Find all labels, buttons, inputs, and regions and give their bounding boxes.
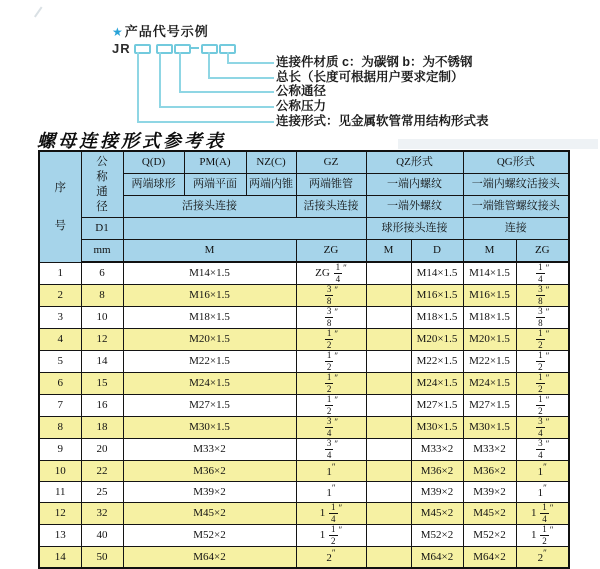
cell-qz-d: M39×2 [411, 482, 463, 503]
cell-qg-zg: $\frac{3}{8}$ ″ [516, 285, 569, 307]
cell-qg-m: M16×1.5 [463, 285, 516, 307]
cell-gz-zg: $\frac{1}{2}$ ″ [296, 329, 366, 351]
header-form-gz: GZ [296, 151, 366, 174]
cell-qg-m: M30×1.5 [463, 417, 516, 439]
cell-gz-zg: $\frac{3}{4}$ ″ [296, 417, 366, 439]
cell-dn-mm: 20 [81, 439, 123, 461]
cell-qz-d: M64×2 [411, 547, 463, 569]
cell-qg-zg: $\frac{1}{2}$ ″ [516, 395, 569, 417]
cell-m-thread: M16×1.5 [123, 285, 296, 307]
header-pm-desc: 两端平面 [184, 174, 246, 196]
table-row [39, 482, 569, 503]
header-qg-desc2: 一端锥管螺纹接头 [463, 196, 569, 218]
cell-qz-d: M14×1.5 [411, 262, 463, 285]
scan-smudge [398, 139, 598, 149]
cell-m-thread: M14×1.5 [123, 262, 296, 285]
cell-gz-zg: 1 $\frac{1}{2}$ ″ [296, 525, 366, 547]
cell-qg-m: M18×1.5 [463, 307, 516, 329]
code-dash [190, 47, 199, 49]
cell-dn-mm: 32 [81, 503, 123, 525]
cell-qz-m [366, 351, 411, 373]
cell-qg-zg: $\frac{1}{2}$ ″ [516, 373, 569, 395]
cell-qz-d: M16×1.5 [411, 285, 463, 307]
cell-serial-no: 4 [39, 329, 81, 351]
cell-serial-no: 5 [39, 351, 81, 373]
header-qg-connection: 连接 [463, 218, 569, 240]
cell-serial-no: 8 [39, 417, 81, 439]
cell-gz-zg: 1″ [296, 461, 366, 482]
cell-serial-no: 14 [39, 547, 81, 569]
cell-qg-zg: 1″ [516, 482, 569, 503]
header-form-qz: QZ形式 [366, 151, 463, 174]
header-form-pm: PM(A) [184, 151, 246, 174]
connector-line [227, 52, 274, 64]
cell-dn-mm: 50 [81, 547, 123, 569]
cell-qg-m: M36×2 [463, 461, 516, 482]
header-qz-connection: 球形接头连接 [366, 218, 463, 240]
header-nominal-diameter: 公称通径 [81, 151, 123, 218]
cell-qz-d: M36×2 [411, 461, 463, 482]
cell-m-thread: M33×2 [123, 439, 296, 461]
diagram-title [112, 21, 209, 40]
cell-gz-zg: 2″ [296, 547, 366, 569]
table-row [39, 285, 569, 307]
cell-qg-zg: $\frac{1}{2}$ ″ [516, 329, 569, 351]
cell-gz-zg: $\frac{3}{8}$ ″ [296, 307, 366, 329]
cell-gz-zg: $\frac{3}{8}$ ″ [296, 285, 366, 307]
cell-qg-zg: 1″ [516, 461, 569, 482]
cell-qz-d: M22×1.5 [411, 351, 463, 373]
header-form-q: Q(D) [123, 151, 184, 174]
header-qz-desc1: 一端内螺纹 [366, 174, 463, 196]
cell-qg-m: M45×2 [463, 503, 516, 525]
cell-m-thread: M27×1.5 [123, 395, 296, 417]
cell-qz-d: M20×1.5 [411, 329, 463, 351]
cell-qg-m: M52×2 [463, 525, 516, 547]
table-row [39, 417, 569, 439]
cell-serial-no: 11 [39, 482, 81, 503]
diagram-label-pressure: 公称压力 [276, 99, 327, 113]
cell-qz-m [366, 439, 411, 461]
cell-qg-zg: 1 $\frac{1}{4}$ ″ [516, 503, 569, 525]
header-qg-desc1: 一端内螺纹活接头 [463, 174, 569, 196]
cell-qg-m: M22×1.5 [463, 351, 516, 373]
cell-m-thread: M45×2 [123, 503, 296, 525]
cell-m-thread: M64×2 [123, 547, 296, 569]
cell-gz-zg: 1 $\frac{1}{4}$ ″ [296, 503, 366, 525]
cell-m-thread: M30×1.5 [123, 417, 296, 439]
cell-serial-no: 12 [39, 503, 81, 525]
nut-connection-reference-table [38, 150, 570, 569]
cell-qz-m [366, 307, 411, 329]
cell-qg-m: M24×1.5 [463, 373, 516, 395]
cell-qz-m [366, 373, 411, 395]
cell-qz-d: M52×2 [411, 525, 463, 547]
cell-qg-m: M27×1.5 [463, 395, 516, 417]
cell-qg-zg: $\frac{1}{2}$ ″ [516, 351, 569, 373]
table-row [39, 525, 569, 547]
cell-qg-zg: 2″ [516, 547, 569, 569]
cell-dn-mm: 15 [81, 373, 123, 395]
cell-qg-m: M20×1.5 [463, 329, 516, 351]
header-q-desc: 两端球形 [123, 174, 184, 196]
header-qg-m: M [463, 240, 516, 263]
table-row [39, 351, 569, 373]
cell-m-thread: M20×1.5 [123, 329, 296, 351]
cell-gz-zg: ZG $\frac{1}{4}$ ″ [296, 262, 366, 285]
header-qz-m: M [366, 240, 411, 263]
cell-serial-no: 3 [39, 307, 81, 329]
cell-serial-no: 10 [39, 461, 81, 482]
cell-dn-mm: 40 [81, 525, 123, 547]
cell-dn-mm: 25 [81, 482, 123, 503]
cell-m-thread: M24×1.5 [123, 373, 296, 395]
cell-qz-m [366, 262, 411, 285]
cell-m-thread: M36×2 [123, 461, 296, 482]
table-row [39, 262, 569, 285]
cell-serial-no: 9 [39, 439, 81, 461]
header-qz-desc2: 一端外螺纹 [366, 196, 463, 218]
header-qz-d: D [411, 240, 463, 263]
header-form-nz: NZ(C) [246, 151, 296, 174]
header-mm: mm [81, 240, 123, 263]
cell-dn-mm: 14 [81, 351, 123, 373]
header-gz-desc: 两端锥管 [296, 174, 366, 196]
cell-qz-m [366, 417, 411, 439]
header-zg: ZG [296, 240, 366, 263]
cell-m-thread: M39×2 [123, 482, 296, 503]
diagram-label-material: 连接件材质 c：为碳钢 b：为不锈钢 [276, 55, 473, 69]
header-empty [123, 218, 366, 240]
cell-qz-d: M18×1.5 [411, 307, 463, 329]
header-gz-connection: 活接头连接 [296, 196, 366, 218]
cell-qg-zg: $\frac{3}{4}$ ″ [516, 417, 569, 439]
code-prefix: JR [112, 41, 131, 56]
table-header [39, 151, 569, 262]
cell-gz-zg: 1″ [296, 482, 366, 503]
cell-gz-zg: $\frac{1}{2}$ ″ [296, 351, 366, 373]
cell-m-thread: M22×1.5 [123, 351, 296, 373]
cell-dn-mm: 12 [81, 329, 123, 351]
product-code-diagram [0, 0, 600, 130]
header-union-connection: 活接头连接 [123, 196, 296, 218]
cell-qz-m [366, 285, 411, 307]
cell-serial-no: 6 [39, 373, 81, 395]
cell-dn-mm: 6 [81, 262, 123, 285]
cell-qz-d: M33×2 [411, 439, 463, 461]
cell-m-thread: M18×1.5 [123, 307, 296, 329]
cell-qg-zg: $\frac{3}{8}$ ″ [516, 307, 569, 329]
cell-qz-m [366, 461, 411, 482]
cell-qz-m [366, 525, 411, 547]
diagram-title-text: 产品代号示例 [124, 24, 209, 39]
cell-qg-m: M14×1.5 [463, 262, 516, 285]
cell-qz-m [366, 395, 411, 417]
header-form-qg: QG形式 [463, 151, 569, 174]
cell-qz-m [366, 482, 411, 503]
star-icon: ★ [112, 25, 124, 39]
cell-gz-zg: $\frac{1}{2}$ ″ [296, 395, 366, 417]
cell-qg-m: M33×2 [463, 439, 516, 461]
table-row [39, 373, 569, 395]
cell-qz-d: M27×1.5 [411, 395, 463, 417]
cell-qz-d: M45×2 [411, 503, 463, 525]
cell-qg-zg: 1 $\frac{1}{2}$ ″ [516, 525, 569, 547]
table-row [39, 395, 569, 417]
diagram-label-connection: 连接形式：见金属软管常用结构形式表 [276, 114, 489, 128]
cell-serial-no: 13 [39, 525, 81, 547]
cell-qz-m [366, 329, 411, 351]
cell-m-thread: M52×2 [123, 525, 296, 547]
header-qg-zg: ZG [516, 240, 569, 263]
table-row [39, 439, 569, 461]
cell-qg-m: M39×2 [463, 482, 516, 503]
header-serial-no: 序号 [39, 151, 81, 262]
cell-qg-zg: $\frac{1}{4}$ ″ [516, 262, 569, 285]
diagram-label-length: 总长（长度可根据用户要求定制） [276, 70, 464, 84]
cell-dn-mm: 22 [81, 461, 123, 482]
cell-dn-mm: 10 [81, 307, 123, 329]
header-d1: D1 [81, 218, 123, 240]
table-row [39, 329, 569, 351]
table-row [39, 461, 569, 482]
cell-gz-zg: $\frac{1}{2}$ ″ [296, 373, 366, 395]
cell-dn-mm: 16 [81, 395, 123, 417]
header-m-span: M [123, 240, 296, 263]
cell-dn-mm: 8 [81, 285, 123, 307]
table-row [39, 503, 569, 525]
diagram-label-diameter: 公称通径 [276, 84, 327, 98]
cell-gz-zg: $\frac{3}{4}$ ″ [296, 439, 366, 461]
cell-serial-no: 7 [39, 395, 81, 417]
cell-qg-m: M64×2 [463, 547, 516, 569]
cell-qz-m [366, 547, 411, 569]
cell-qz-d: M30×1.5 [411, 417, 463, 439]
cell-qg-zg: $\frac{3}{4}$ ″ [516, 439, 569, 461]
table-title: 螺母连接形式参考表 [37, 131, 226, 151]
cell-qz-m [366, 503, 411, 525]
header-nz-desc: 两端内锥 [246, 174, 296, 196]
cell-qz-d: M24×1.5 [411, 373, 463, 395]
cell-serial-no: 2 [39, 285, 81, 307]
cell-dn-mm: 18 [81, 417, 123, 439]
cell-serial-no: 1 [39, 262, 81, 285]
table-body [39, 262, 569, 568]
table-row [39, 547, 569, 569]
table-row [39, 307, 569, 329]
